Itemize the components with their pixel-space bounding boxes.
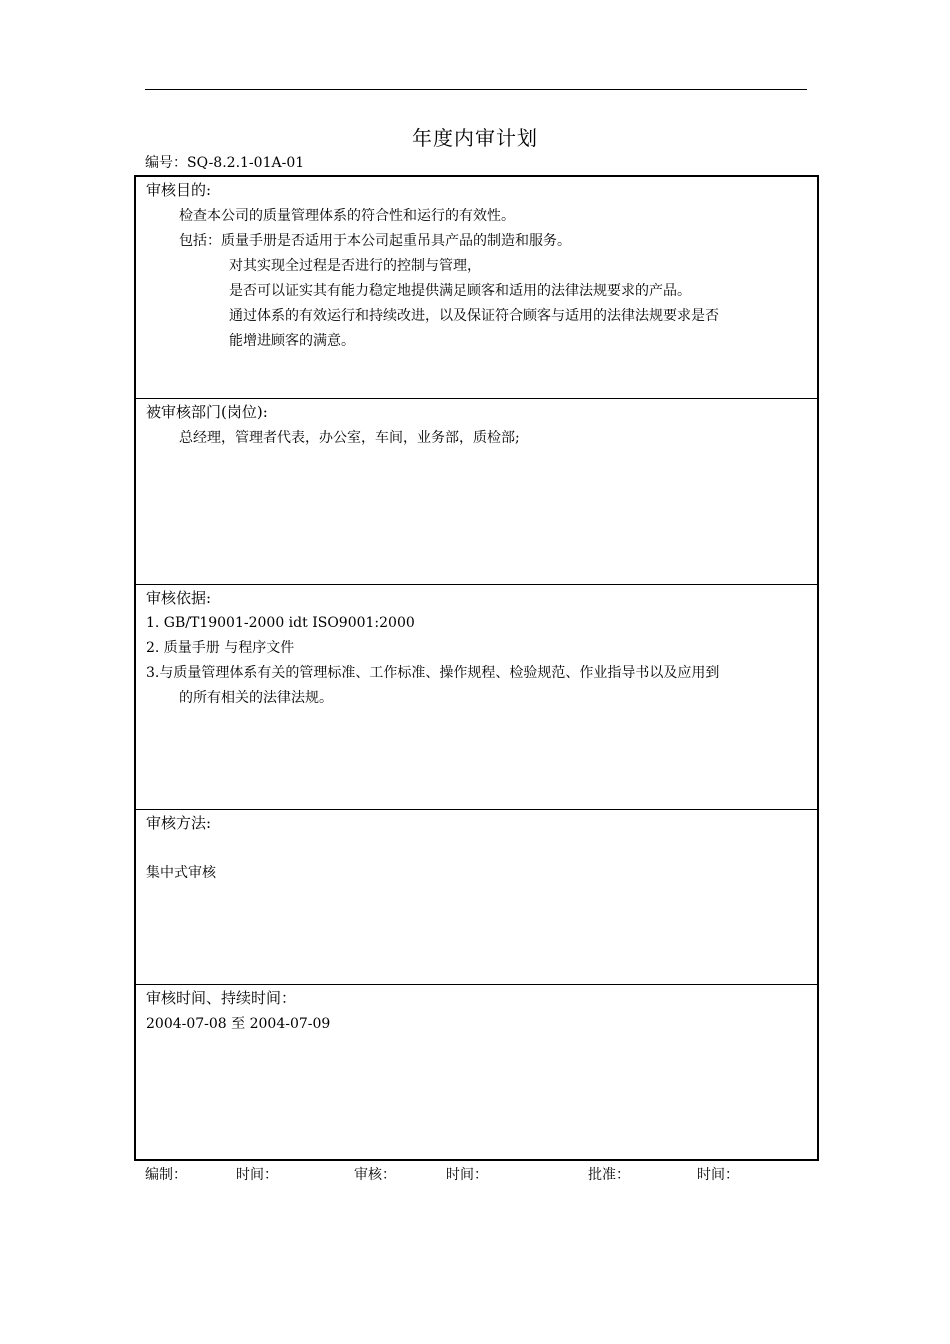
basis-line: 2. 质量手册 与程序文件 [146, 640, 295, 656]
purpose-line: 通过体系的有效运行和持续改进，以及保证符合顾客与适用的法律法规要求是否 [229, 308, 719, 324]
purpose-line: 能增进顾客的满意。 [229, 333, 355, 349]
schedule-line: 2004-07-08 至 2004-07-09 [146, 1016, 331, 1032]
section-audited-departments [136, 399, 817, 585]
section-audit-purpose [136, 177, 817, 399]
section-audit-method [136, 810, 817, 985]
section-header: 审核方法: [146, 814, 212, 832]
prepared-by-label: 编制： [145, 1167, 187, 1183]
purpose-line: 检查本公司的质量管理体系的符合性和运行的有效性。 [179, 208, 515, 224]
section-audit-basis [136, 585, 817, 810]
basis-line: 1. GB/T19001-2000 idt ISO9001:2000 [146, 615, 415, 631]
reviewed-by-label: 审核： [354, 1167, 396, 1183]
purpose-line: 对其实现全过程是否进行的控制与管理， [229, 258, 481, 274]
prepared-time-label: 时间： [236, 1167, 278, 1183]
purpose-line: 包括：质量手册是否适用于本公司起重吊具产品的制造和服务。 [179, 233, 571, 249]
section-header: 被审核部门(岗位): [146, 403, 268, 421]
header-rule [145, 89, 807, 90]
section-header: 审核目的: [146, 181, 212, 199]
document-number: 编号：SQ-8.2.1-01A-01 [145, 155, 305, 171]
approved-time-label: 时间： [697, 1167, 739, 1183]
section-header: 审核时间、持续时间： [146, 989, 297, 1007]
approved-by-label: 批准： [588, 1167, 630, 1183]
section-audit-schedule [136, 985, 817, 1159]
document-title: 年度内审计划 [412, 126, 538, 150]
section-header: 审核依据: [146, 589, 212, 607]
basis-line: 3.与质量管理体系有关的管理标准、工作标准、操作规程、检验规范、作业指导书以及应用到 [146, 665, 720, 681]
departments-line: 总经理，管理者代表，办公室，车间，业务部，质检部; [179, 430, 520, 446]
basis-line: 的所有相关的法律法规。 [179, 690, 333, 706]
reviewed-time-label: 时间： [446, 1167, 488, 1183]
purpose-line: 是否可以证实其有能力稳定地提供满足顾客和适用的法律法规要求的产品。 [229, 283, 691, 299]
method-line: 集中式审核 [146, 865, 216, 881]
audit-plan-form [134, 175, 819, 1161]
